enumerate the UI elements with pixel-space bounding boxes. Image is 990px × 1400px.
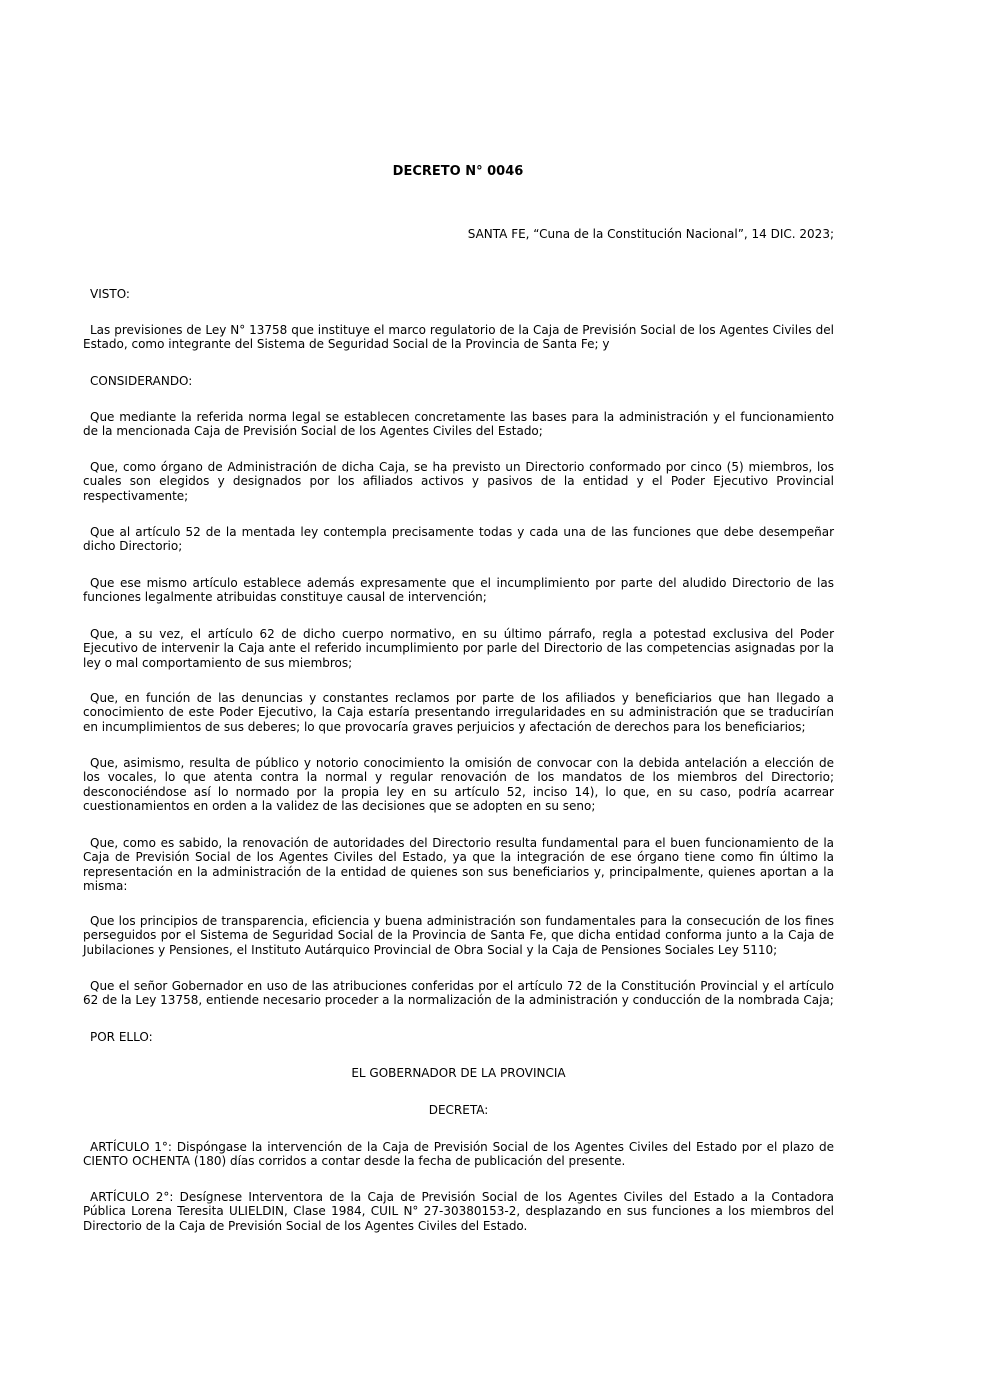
- considerando-paragraph: Que mediante la referida norma legal se establecen concretamente las bases para la administración y el funcionamiento de la mencionada Caja de Previsión Social de los Agentes Civiles del Estado;: [83, 410, 834, 439]
- considerando-paragraph: Que, a su vez, el artículo 62 de dicho cuerpo normativo, en su último párrafo, regla a potestad exclusiva del Poder Ejecutivo de intervenir la Caja ante el referido incumplimiento por parle del Directorio de las competencias asignadas por la ley o mal comportamiento de sus miembros;: [83, 627, 834, 670]
- dateline: SANTA FE, “Cuna de la Constitución Nacional”, 14 DIC. 2023;: [467, 227, 834, 241]
- por-ello: POR ELLO:: [90, 1030, 153, 1044]
- considerando-block-1: [83, 410, 834, 439]
- authority-line: EL GOBERNADOR DE LA PROVINCIA: [351, 1066, 566, 1080]
- considerando-block-5: [83, 627, 834, 670]
- visto-heading-block: [83, 287, 834, 301]
- considerando-block-10: [83, 979, 834, 1008]
- considerando-paragraph: Que, como órgano de Administración de dicha Caja, se ha previsto un Directorio conformado por cinco (5) miembros, los cuales son elegidos y designados por los afiliados activos y pasivos de la entidad y el Poder Ejecutivo Provincial respectivamente;: [83, 460, 834, 503]
- considerando-heading: CONSIDERANDO:: [90, 374, 193, 388]
- decree-title: DECRETO N° 0046: [392, 164, 524, 179]
- articulo-block-1: [83, 1140, 834, 1169]
- considerando-paragraph: Que, asimismo, resulta de público y notorio conocimiento la omisión de convocar con la debida antelación a elección de los vocales, lo que atenta contra la normal y regular renovación de los mandatos de los miembros del Directorio; desconociéndose así lo normado por la propia ley en su artículo 52, inciso 14), lo que, en su caso, podría acarrear cuestionamientos en orden a la validez de las decisiones que se adopten en su seno;: [83, 756, 834, 813]
- considerando-paragraph: Que los principios de transparencia, eficiencia y buena administración son fundamentales para la consecución de los fines perseguidos por el Sistema de Seguridad Social de la Provincia de Santa Fe, que dicha entidad conforma junto a la Caja de Jubilaciones y Pensiones, el Instituto Autárquico Provincial de Obra Social y la Caja de Pensiones Sociales Ley 5110;: [83, 914, 834, 957]
- considerando-paragraph: Que, como es sabido, la renovación de autoridades del Directorio resulta fundamental para el buen funcionamiento de la Caja de Previsión Social de los Agentes Civiles del Estado, ya que la integración de ese órgano tiene como fin último la representación en la administración de la entidad de quienes son sus beneficiarios y, principalmente, quienes aportan a la misma:: [83, 836, 834, 893]
- considerando-block-3: [83, 525, 834, 554]
- visto-heading: VISTO:: [90, 287, 130, 301]
- articulo-block-2: [83, 1190, 834, 1233]
- articulo-paragraph: ARTÍCULO 1°: Dispóngase la intervención de la Caja de Previsión Social de los Agentes Civiles del Estado por el plazo de CIENTO OCHENTA (180) días corridos a contar desde la fecha de publicación del presente.: [83, 1140, 834, 1169]
- considerando-block-4: [83, 576, 834, 605]
- visto-paragraph: Las previsiones de Ley N° 13758 que instituye el marco regulatorio de la Caja de Previsión Social de los Agentes Civiles del Estado, como integrante del Sistema de Seguridad Social de la Provincia de Santa Fe; y: [83, 323, 834, 352]
- decreta-line: DECRETA:: [428, 1103, 489, 1117]
- articulo-paragraph: ARTÍCULO 2°: Desígnese Interventora de la Caja de Previsión Social de los Agentes Civiles del Estado a la Contadora Pública Lorena Teresita ULIELDIN, Clase 1984, CUIL N° 27-30380153-2, desplazando en sus funciones a los miembros del Directorio de la Caja de Previsión Social de los Agentes Civiles del Estado.: [83, 1190, 834, 1233]
- por-ello-block: [83, 1030, 834, 1044]
- considerando-block-6: [83, 691, 834, 734]
- considerando-paragraph: Que, en función de las denuncias y constantes reclamos por parte de los afiliados y beneficiarios que han llegado a conocimiento de este Poder Ejecutivo, la Caja estaría presentando irregularidades en su administración que se traducirían en incumplimientos de sus deberes; lo que provocaría graves perjuicios y afectación de derechos para los beneficiarios;: [83, 691, 834, 734]
- considerando-block-9: [83, 914, 834, 957]
- considerando-heading-block: [83, 374, 834, 388]
- considerando-paragraph: Que el señor Gobernador en uso de las atribuciones conferidas por el artículo 72 de la Constitución Provincial y el artículo 62 de la Ley 13758, entiende necesario proceder a la normalización de la administración y conducción de la nombrada Caja;: [83, 979, 834, 1008]
- considerando-block-7: [83, 756, 834, 813]
- visto-paragraph-block: [83, 323, 834, 352]
- considerando-block-2: [83, 460, 834, 503]
- considerando-paragraph: Que al artículo 52 de la mentada ley contempla precisamente todas y cada una de las funciones que debe desempeñar dicho Directorio;: [83, 525, 834, 554]
- considerando-block-8: [83, 836, 834, 893]
- considerando-paragraph: Que ese mismo artículo establece además expresamente que el incumplimiento por parte del aludido Directorio de las funciones legalmente atribuidas constituye causal de intervención;: [83, 576, 834, 605]
